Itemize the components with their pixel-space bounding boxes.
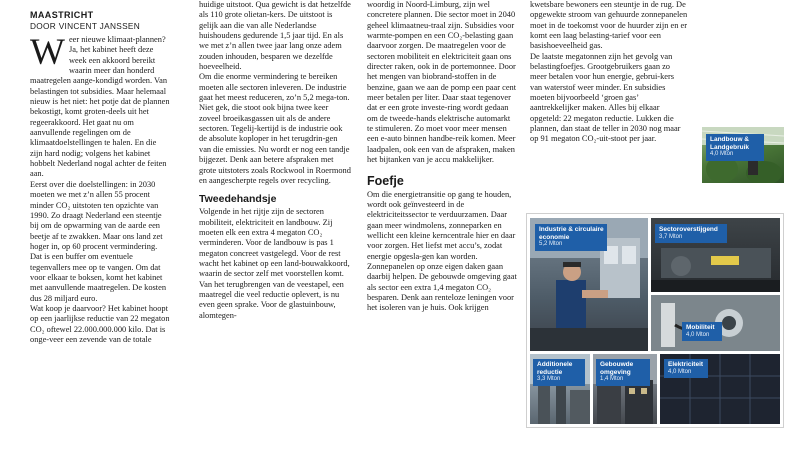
paragraph: woordig in Noord-Limburg, zijn wel concretere plannen. Die sector moet in 2040 geheel klimaatneu-traal zijn. Subsidies voor warmte-pompen en een CO₂-belasting gaan daarvoor zorgen. De maatregelen voor de sectoren mobiliteit en elektriciteit gaan ons directer raken, ook in de portemonnee. Door het mengen van biobrand-stoffen in de benzine, gaan we aan de pomp een paar cent meer betalen per liter. Daar staat tegenover dat er een grote investe-ring wordt gedaan om de tweede-hands elektrische automarkt te stimuleren. Zo moet voor meer mensen een e-auto binnen handbe-reik komen. Meer laadpalen, ook een van de afspraken, maken het bijtanken van je accu makkelijker. [367,0,517,165]
article-column-1 [30,0,170,450]
photo-gebouwde-omgeving [593,354,657,424]
paragraph: huidige uitstoot. Qua gewicht is dat hetzelfde als 110 grote olietan-kers. De uitstoot is gelijk aan die van alle Nederlandse huishoudens gedurende 1,5 jaar tijd. En als we met z’n allen twee jaar lang onze adem zouden inhouden, besparen we dezelfde hoeveelheid. [199,0,351,72]
subheading-tweedehandsje: Tweedehandsje [199,193,277,206]
paragraph: Om die enorme vermindering te bereiken moeten alle sectoren inleveren. De industrie gaat het meest reduceren, zo’n 5,2 mega-ton. Niet gek, die stoot ook bijna twee keer zoveel broeikasgassen uit als de andere sectoren. Tegelij-kertijd is de industrie ook de absolute koploper in het terugdrin-gen van die emissies. Nu wordt er nog een tandje bijgezet. Denk aan betere afspraken met grote uitstoters zoals Rockwool in Roermond en aangescherpte regels over recycling. [199,72,351,185]
intro-text: eer nieuwe klimaat-plannen? Ja, het kabinet heeft deze week een akkoord bereikt waarin meer dan honderd maatregelen aange-kondigd worden. Van belastingen tot subsidies. Maar helemaal nieuw is het niet: het potje dat de plannen bekostigt, komt groten-deels uit het regeerakkoord. Het gaat nu om aanvullende regelingen om de klimaatdoelstellingen te halen. En die zijn hard nodig; volgens het kabinet hobbelt Nederland nogal achter de feiten aan. [30,35,170,179]
label-industrie: Industrie & circulaire economie 5,2 Mton [535,224,607,251]
subheading-foefje: Foefje [367,173,404,188]
section-rubric: MAASTRICHT [30,10,94,20]
photo-mobiliteit [651,295,780,351]
paragraph: Eerst over die doelstellingen: in 2030 moeten we met z’n allen 55 procent minder CO₂ uitstoten ten opzichte van 1990. Zo draagt Nederland een steentje bij om de opwarming van de aarde een beetje af te zwakken. Maar ons land zet hoger in, op 60 procent vermindering. Dat is een buffer om eventuele tegenvallers mee op te vangen. Om dat voor elkaar te boksen, komt het kabinet met aanvullende maatregelen. De kosten dus 28 miljard euro. [30,179,167,303]
photo-landbouw [702,127,784,183]
photo-elektriciteit [660,354,780,424]
paragraph: Volgende in het rijtje zijn de sectoren mobiliteit, elektriciteit en landbouw. Zij moeten elk een extra 4 megaton CO₂ verminderen. Voor de landbouw is pas 1 megaton concreet vastgelegd. Voor de rest wacht het kabinet op een land-bouwakkoord, waarin de sector zelf met voorstellen komt. Van het terugbrengen van de veestapel, een maatregel die veel reductie oplevert, is nu even geen sprake. Voor de glastuinbouw, alomtegen- [199,207,350,320]
photo-industrie [530,218,648,351]
paragraph: Om die energietransitie op gang te houden, wordt ook geïnvesteerd in de elektriciteitssector te verduurzamen. Daar gaan meer windmolens, zonneparken en wellicht een kleine kerncentrale hier en daar voor zorgen. Het liefst met accu’s, zodat energie opgesla-gen kan worden. Zonnepanelen op onze eigen daken gaan daarbij helpen. De gebouwde omgeving gaat als sector een extra 1,4 megaton CO₂ besparen. Denk aan renteloze leningen voor het isoleren van je huis. Ook krijgen [367,189,517,313]
article-column-3 [367,0,517,450]
drop-cap: W [30,32,65,73]
byline: DOOR VINCENT JANSSEN [30,21,141,31]
label-additionele-reductie: Additionele reductie 3,3 Mton [533,359,585,386]
label-sectoroverstijgend: Sectoroverstijgend 3,7 Mton [655,224,727,243]
label-landbouw: Landbouw & Landgebruik 4,0 Mton [706,134,764,161]
paragraph: Wat koop je daarvoor? Het kabinet hoopt op een jaarlijkse reductie van 22 megaton CO₂ oftewel 22.000.000.000 kilo. Dat is onge-veer een zevende van de totale [30,303,170,344]
label-elektriciteit: Elektriciteit 4,0 Mton [664,359,708,378]
label-mobiliteit: Mobiliteit 4,0 Mton [682,322,722,341]
paragraph: De laatste megatonnen zijn het gevolg van belastingfoefjes. Grootgebruikers gaan zo meer betalen voor hun energie, gebrui-kers van waterstof weer minder. En subsidies moeten bijvoorbeeld ‘groen gas’ aantrekkelijker maken. Alles bij elkaar opgeteld: 22 megaton reductie. Lukken die plannen, dan staat de teller in 2030 nog maar op 91 megaton CO₂-uit-stoot per jaar. [530,51,681,144]
label-gebouwde-omgeving: Gebouwde omgeving 1,4 Mton [596,359,650,386]
photo-additionele-reductie [530,354,590,424]
paragraph: kwetsbare bewoners een steuntje in de rug. De opgewekte stroom van gehuurde zonnepanelen moet in de toekomst voor de huurder zijn en er komt een laag belasting-tarief voor een basishoeveelheid gas. [530,0,688,51]
intro-paragraph [30,32,170,180]
article-column-2 [199,0,351,450]
photo-sectoroverstijgend [651,218,780,292]
